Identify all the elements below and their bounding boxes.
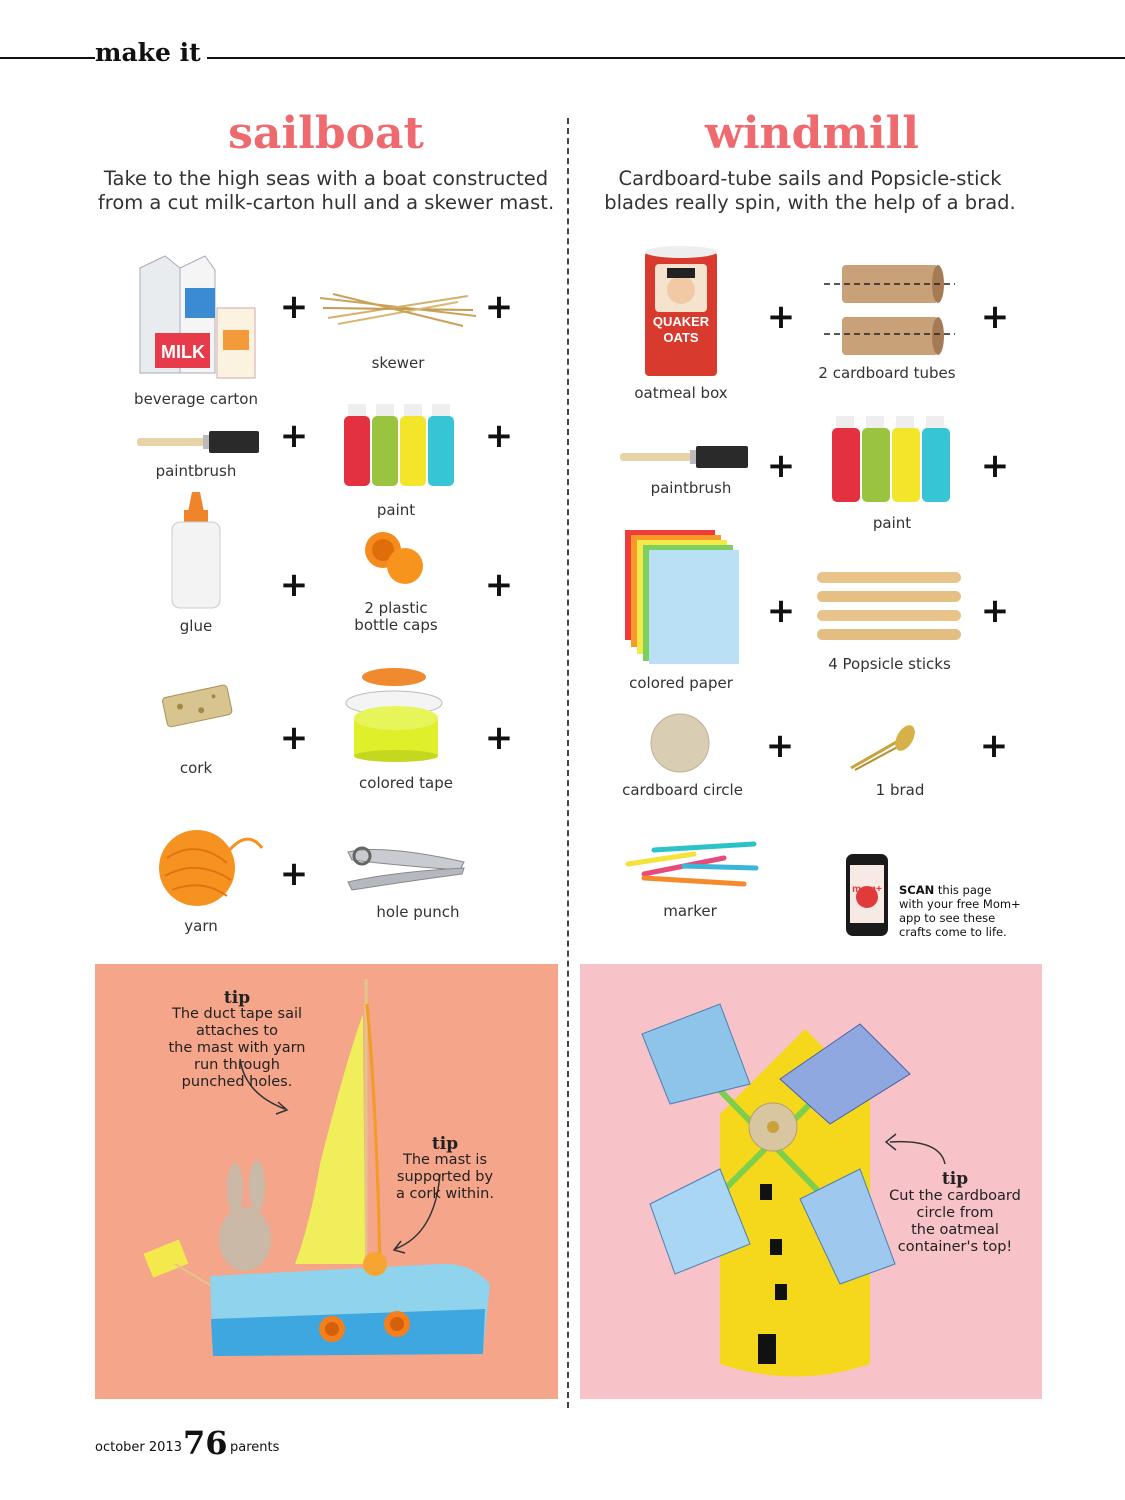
item-label: oatmeal box [634, 384, 728, 402]
plus-icon: + [980, 591, 1010, 631]
item-label: 4 Popsicle sticks [828, 655, 951, 673]
item-label: hole punch [376, 903, 460, 921]
carton-brand-text: MILK [161, 342, 205, 362]
plus-icon: + [766, 297, 796, 337]
item-label: colored tape [359, 774, 453, 792]
tip-label: tip [223, 988, 251, 1008]
cork-image [160, 683, 235, 728]
item-label: skewer [371, 354, 425, 372]
paintbrush-image [135, 428, 260, 456]
plus-icon: + [766, 591, 796, 631]
section-label: make it [95, 38, 207, 67]
item-label: yarn [184, 917, 218, 935]
bottle-caps-image [363, 530, 425, 586]
paint-bottles-image [830, 416, 952, 504]
plus-icon: + [484, 287, 514, 327]
sailboat-photo [95, 964, 558, 1399]
item-label: 2 plastic bottle caps [354, 599, 438, 634]
plus-icon: + [980, 297, 1010, 337]
plus-icon: + [279, 565, 309, 605]
brad-image [845, 722, 917, 774]
glue-bottle-image [170, 492, 222, 610]
item-label: paintbrush [650, 479, 732, 497]
sailboat-title: sailboat [228, 108, 424, 159]
item-label: colored paper [629, 674, 733, 692]
item-label: paintbrush [155, 462, 237, 480]
beverage-carton-image [135, 248, 257, 383]
item-label: beverage carton [134, 390, 258, 408]
plus-icon: + [484, 565, 514, 605]
footer-date: october 2013 [95, 1440, 182, 1455]
plus-icon: + [484, 416, 514, 456]
paint-bottles-image [342, 404, 457, 489]
skewer-image [318, 288, 478, 333]
phone-icon [845, 853, 889, 937]
plus-icon: + [279, 287, 309, 327]
windmill-description: Cardboard-tube sails and Popsicle-stick blades really spin, with the help of a brad. [604, 167, 1016, 214]
item-label: paint [376, 501, 416, 519]
item-label: paint [872, 514, 912, 532]
plus-icon: + [279, 854, 309, 894]
cardboard-tubes-image [822, 263, 957, 358]
plus-icon: + [766, 446, 796, 486]
item-label: cork [179, 759, 213, 777]
item-label: 2 cardboard tubes [818, 364, 956, 382]
plus-icon: + [484, 718, 514, 758]
sailboat-description: Take to the high seas with a boat constructed from a cut milk-carton hull and a skewer mast. [97, 167, 555, 214]
page-number: 76 [183, 1424, 228, 1462]
hole-punch-image [342, 838, 470, 898]
plus-icon: + [980, 446, 1010, 486]
windmill-photo [580, 964, 1042, 1399]
popsicle-sticks-image [815, 570, 963, 645]
tip-text: The mast is supported by a cork within. [396, 1152, 494, 1202]
column-divider [567, 118, 569, 1408]
tip-text: Cut the cardboard circle from the oatmeal container's top! [889, 1188, 1021, 1255]
windmill-title: windmill [704, 108, 920, 159]
magazine-name: parents [230, 1440, 280, 1455]
item-label: marker [663, 902, 717, 920]
paintbrush-image [618, 443, 750, 471]
item-label: glue [179, 617, 213, 635]
oatmeal-box-image [645, 246, 717, 378]
tip-label: tip [941, 1169, 969, 1189]
tip-text: The duct tape sail attaches to the mast with yarn run through punched holes. [168, 1006, 306, 1090]
scan-promo-text: SCAN this page with your free Mom+ app to see these crafts come to life. [899, 883, 1021, 939]
oatmeal-brand-text: OATS [663, 330, 699, 345]
markers-image [624, 838, 760, 888]
plus-icon: + [765, 726, 795, 766]
yarn-image [157, 828, 267, 908]
cardboard-circle-image [650, 713, 710, 773]
oatmeal-brand-text: QUAKER [652, 314, 710, 329]
colored-tape-image [342, 663, 447, 763]
plus-icon: + [279, 416, 309, 456]
tip-label: tip [431, 1134, 459, 1154]
plus-icon: + [279, 718, 309, 758]
item-label: 1 brad [875, 781, 925, 799]
plus-icon: + [979, 726, 1009, 766]
app-label: mom+ [852, 884, 882, 895]
colored-paper-image [625, 530, 740, 665]
item-label: cardboard circle [622, 781, 743, 799]
